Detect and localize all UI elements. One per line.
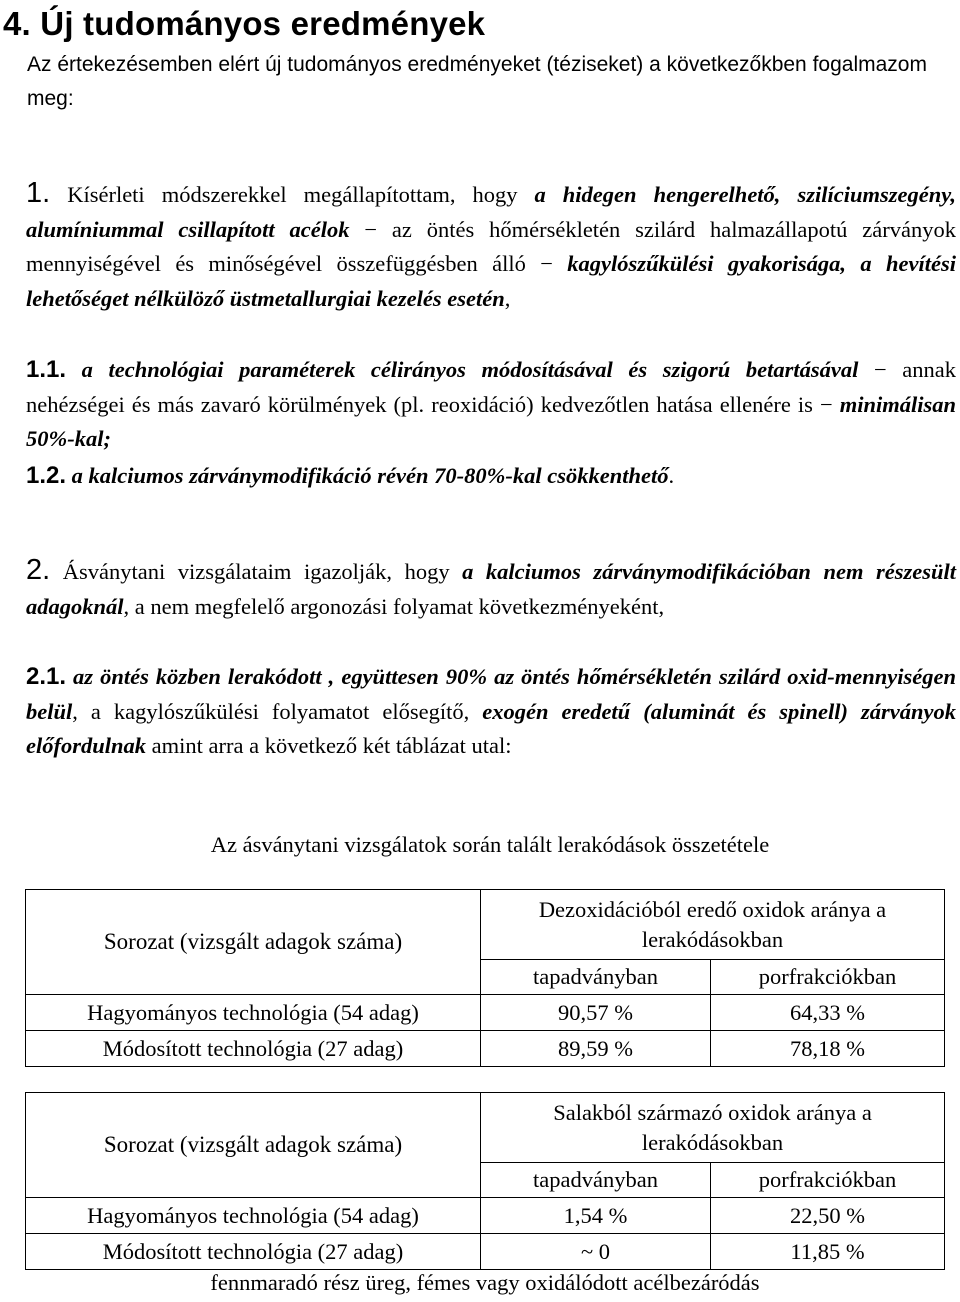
- thesis-1-2-text: .: [668, 463, 675, 488]
- cell-value: 11,85 %: [711, 1234, 945, 1270]
- cell-value: ~ 0: [481, 1234, 711, 1270]
- thesis-1-1-text: − annak nehézségei és más zavaró körülmények (pl. reoxidáció) kedvezőtlen hatása ellenére is −: [26, 357, 956, 417]
- table-row: [26, 1031, 945, 1067]
- column-header-adhesion: tapadványban: [481, 960, 711, 995]
- thesis-2-text-2: , a nem megfelelő argonozási folyamat következményeként,: [123, 593, 665, 619]
- thesis-1-text-3: ,: [504, 285, 511, 311]
- cell-value: 78,18 %: [711, 1031, 945, 1067]
- thesis-2-number: 2.: [26, 554, 51, 586]
- tables-caption: Az ásványtani vizsgálatok során talált lerakódások összetétele: [210, 832, 770, 857]
- thesis-1-emphasis-2: kagylószűkülési gyakorisága, a hevítési lehetőséget nélkülöző üstmetallurgiai kezelés esetén: [26, 251, 956, 311]
- thesis-1-1-emphasis-1: a technológiai paraméterek célirányos módosításával és szigorú betartásával: [66, 357, 859, 382]
- thesis-1: [26, 176, 956, 316]
- thesis-1-1: [26, 353, 956, 457]
- cell-value: 1,54 %: [481, 1198, 711, 1234]
- thesis-2-1-text-1: , a kagylószűkülési folyamatot elősegítő,: [72, 698, 483, 724]
- row-label: Hagyományos technológia (54 adag): [26, 1198, 481, 1234]
- thesis-1-emphasis-1: a hidegen hengerelhető, szilíciumszegény, alumíniummal csillapított acélok: [26, 182, 956, 242]
- row-label: Módosított technológia (27 adag): [26, 1234, 481, 1270]
- cell-value: 90,57 %: [481, 995, 711, 1031]
- group-header: Salakból származó oxidok aránya a lerakódásokban: [481, 1093, 945, 1163]
- intro-paragraph: Az értekezésemben elért új tudományos eredményeket (téziseket) a következőkben fogalmazom meg:: [27, 53, 927, 110]
- section-heading: 4. Új tudományos eredmények: [3, 5, 486, 42]
- column-header-powder: porfrakciókban: [711, 1163, 945, 1198]
- series-header: Sorozat (vizsgált adagok száma): [26, 890, 481, 995]
- thesis-1-1-emphasis-2: minimálisan 50%-kal;: [26, 391, 956, 451]
- column-header-adhesion: tapadványban: [481, 1163, 711, 1198]
- thesis-1-text-1: Kísérleti módszerekkel megállapítottam, hogy: [50, 182, 535, 207]
- thesis-1-1-number: 1.1.: [26, 356, 67, 383]
- thesis-1-number: 1.: [26, 177, 51, 209]
- deoxidation-oxides-table: [25, 889, 945, 1067]
- thesis-2-emphasis: a kalciumos zárványmodifikációban nem részesült adagoknál: [26, 559, 956, 619]
- group-header: Dezoxidációból eredő oxidok aránya a lerakódásokban: [481, 890, 945, 960]
- cell-value: 22,50 %: [711, 1198, 945, 1234]
- row-label: Módosított technológia (27 adag): [26, 1031, 481, 1067]
- column-header-powder: porfrakciókban: [711, 960, 945, 995]
- slag-oxides-table: [25, 1092, 945, 1270]
- row-label: Hagyományos technológia (54 adag): [26, 995, 481, 1031]
- thesis-1-2-number: 1.2.: [26, 462, 67, 489]
- thesis-2-1-emphasis-1: az öntés közben lerakódott , együttesen 90% az öntés hőmérsékletén szilárd oxid-mennyiségen belül: [26, 664, 956, 724]
- thesis-2-1-emphasis-2: exogén eredetű (aluminát és spinell) zárványok előfordulnak: [26, 698, 956, 758]
- table-row: [26, 1234, 945, 1270]
- thesis-1-text-2: − az öntés hőmérsékletén szilárd halmazállapotú zárványok mennyiségével és minőségével összefüggésben álló −: [26, 216, 956, 276]
- cell-value: 89,59 %: [481, 1031, 711, 1067]
- series-header: Sorozat (vizsgált adagok száma): [26, 1093, 481, 1198]
- thesis-2-text-1: Ásványtani vizsgálataim igazolják, hogy: [50, 559, 463, 584]
- thesis-2: [26, 553, 956, 624]
- thesis-2-1: [26, 660, 956, 764]
- table-footnote: fennmaradó rész üreg, fémes vagy oxidálódott acélbezáródás: [210, 1270, 760, 1295]
- table-row: [26, 1198, 945, 1234]
- thesis-1-2-emphasis: a kalciumos zárványmodifikáció révén 70-80%-kal csökkenthető: [66, 463, 669, 488]
- thesis-2-1-text-2: amint arra a következő két táblázat utal:: [146, 733, 512, 758]
- table-row: [26, 995, 945, 1031]
- thesis-1-2: [26, 459, 956, 494]
- cell-value: 64,33 %: [711, 995, 945, 1031]
- thesis-2-1-number: 2.1.: [26, 663, 67, 690]
